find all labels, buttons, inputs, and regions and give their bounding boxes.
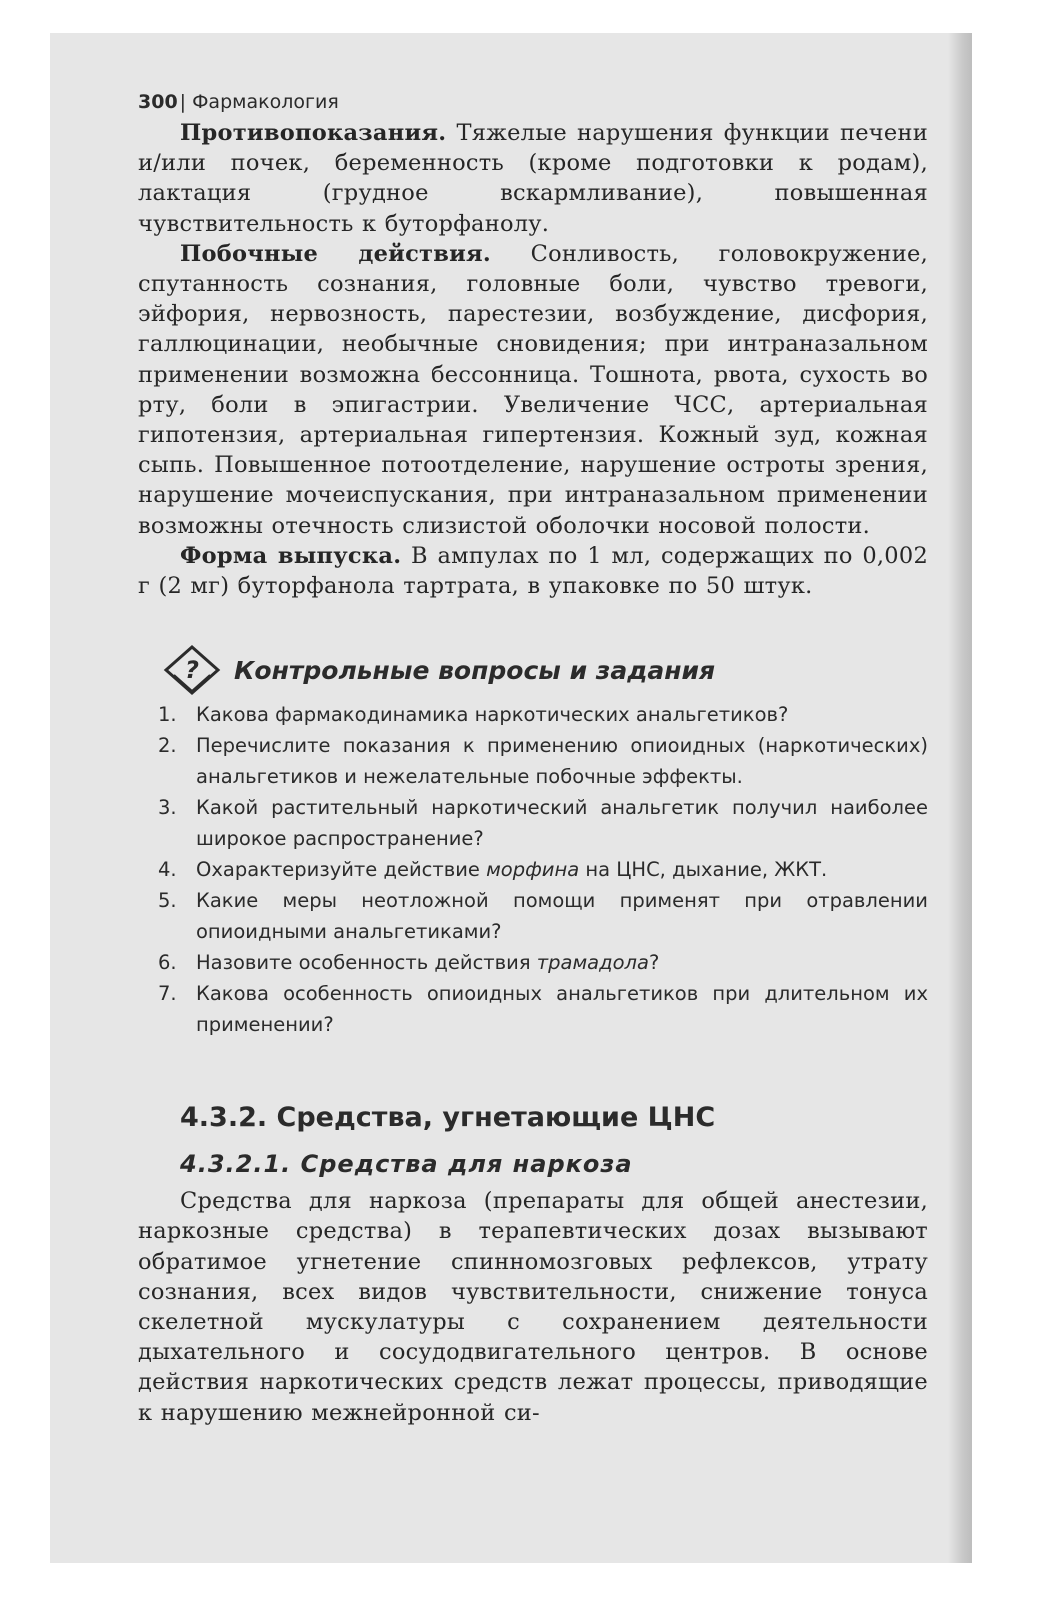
question-text-before: Назовите особенность действия <box>196 951 537 975</box>
question-number: 4. <box>158 858 177 882</box>
question-text: Какова фармакодинамика наркотических анальгетиков? <box>196 703 789 727</box>
question-text-before: Охарактеризуйте действие <box>196 858 487 882</box>
questions-title: Контрольные вопросы и задания <box>234 655 716 685</box>
contraindications-text: Тяжелые нарушения функции печени и/или почек, беременность (кроме подготовки к родам), лактация (грудное вскармливание), повышенная чувствительность к буторфанолу. <box>138 120 928 237</box>
question-text-after: ? <box>648 951 660 975</box>
contraindications-paragraph <box>138 118 928 239</box>
question-text: Перечислите показания к применению опиоидных (наркотических) анальгетиков и нежелательные побочные эффекты. <box>196 734 928 789</box>
side-effects-paragraph <box>138 239 928 541</box>
svg-text:?: ? <box>185 656 199 685</box>
question-item <box>138 885 928 947</box>
section-heading: 4.3.2. Средства, угнетающие ЦНС <box>180 1102 716 1134</box>
questions-heading <box>138 641 928 699</box>
drug-name-tramadol: трамадола <box>536 951 649 975</box>
question-item <box>138 730 928 792</box>
contraindications-lead: Противопоказания. <box>180 120 447 146</box>
question-item <box>138 947 928 978</box>
question-number: 6. <box>158 951 177 975</box>
side-effects-text: Сонливость, головокружение, спутанность сознания, головные боли, чувство тревоги, эйфория, нервозность, парестезии, возбуждение, дисфория, галлюцинации, необычные сновидения; при интраназальном применении возможна бессонница. Тошнота, рвота, сухость во рту, боли в эпигастрии. Увеличение ЧСС, артериальная гипотензия, артериальная гипертензия. Кожный зуд, кожная сыпь. Повышенное потоотделение, нарушение остроты зрения, нарушение мочеиспускания, при интраназальном применении возможны отечность слизистой оболочки носовой полости. <box>138 240 928 539</box>
question-text: Какие меры неотложной помощи применят при отравлении опиоидными анальгетиками? <box>196 889 928 944</box>
question-number: 1. <box>158 703 177 727</box>
question-item <box>138 699 928 730</box>
page-number: 300 <box>138 91 178 113</box>
question-diamond-icon <box>162 644 222 696</box>
question-number: 3. <box>158 796 177 820</box>
anesthesia-text: Средства для наркоза (препараты для общей анестезии, наркозные средства) в терапевтических дозах вызывают обратимое угнетение спинномозговых рефлексов, утрату сознания, всех видов чувствительности, снижение тонуса скелетной мускулатуры с сохранением деятельности дыхательного и сосудодвигательного центров. В основе действия наркотических средств лежат процессы, приводящие к нарушению межнейронной си- <box>138 1188 928 1426</box>
question-item <box>138 978 928 1040</box>
release-form-lead: Форма выпуска. <box>180 542 402 569</box>
release-form-paragraph <box>138 541 928 601</box>
page-content <box>138 86 928 1428</box>
question-number: 2. <box>158 734 177 758</box>
question-item <box>138 854 928 885</box>
questions-list <box>138 699 928 1040</box>
question-text: Какова особенность опиоидных анальгетиков при длительном их применении? <box>196 982 928 1037</box>
question-number: 7. <box>158 982 177 1006</box>
drug-name-morphine: морфина <box>486 858 580 882</box>
release-form-text: В ампулах по 1 мл, содержащих по 0,002 г (2 мг) буторфанола тартрата, в упаковке по 50 штук. <box>138 542 929 600</box>
side-effects-lead: Побочные действия. <box>180 240 492 267</box>
header-divider: | <box>179 91 187 113</box>
question-text-after: на ЦНС, дыхание, ЖКТ. <box>579 858 828 882</box>
running-header <box>138 86 928 118</box>
question-text: Какой растительный наркотический анальгетик получил наиболее широкое распространение? <box>196 796 928 851</box>
question-item <box>138 792 928 854</box>
subsection-heading: 4.3.2.1. Средства для наркоза <box>180 1150 633 1179</box>
anesthesia-paragraph <box>138 1186 928 1428</box>
running-title: Фармакология <box>192 91 339 113</box>
book-gutter-shadow <box>948 33 972 1563</box>
question-number: 5. <box>158 889 177 913</box>
